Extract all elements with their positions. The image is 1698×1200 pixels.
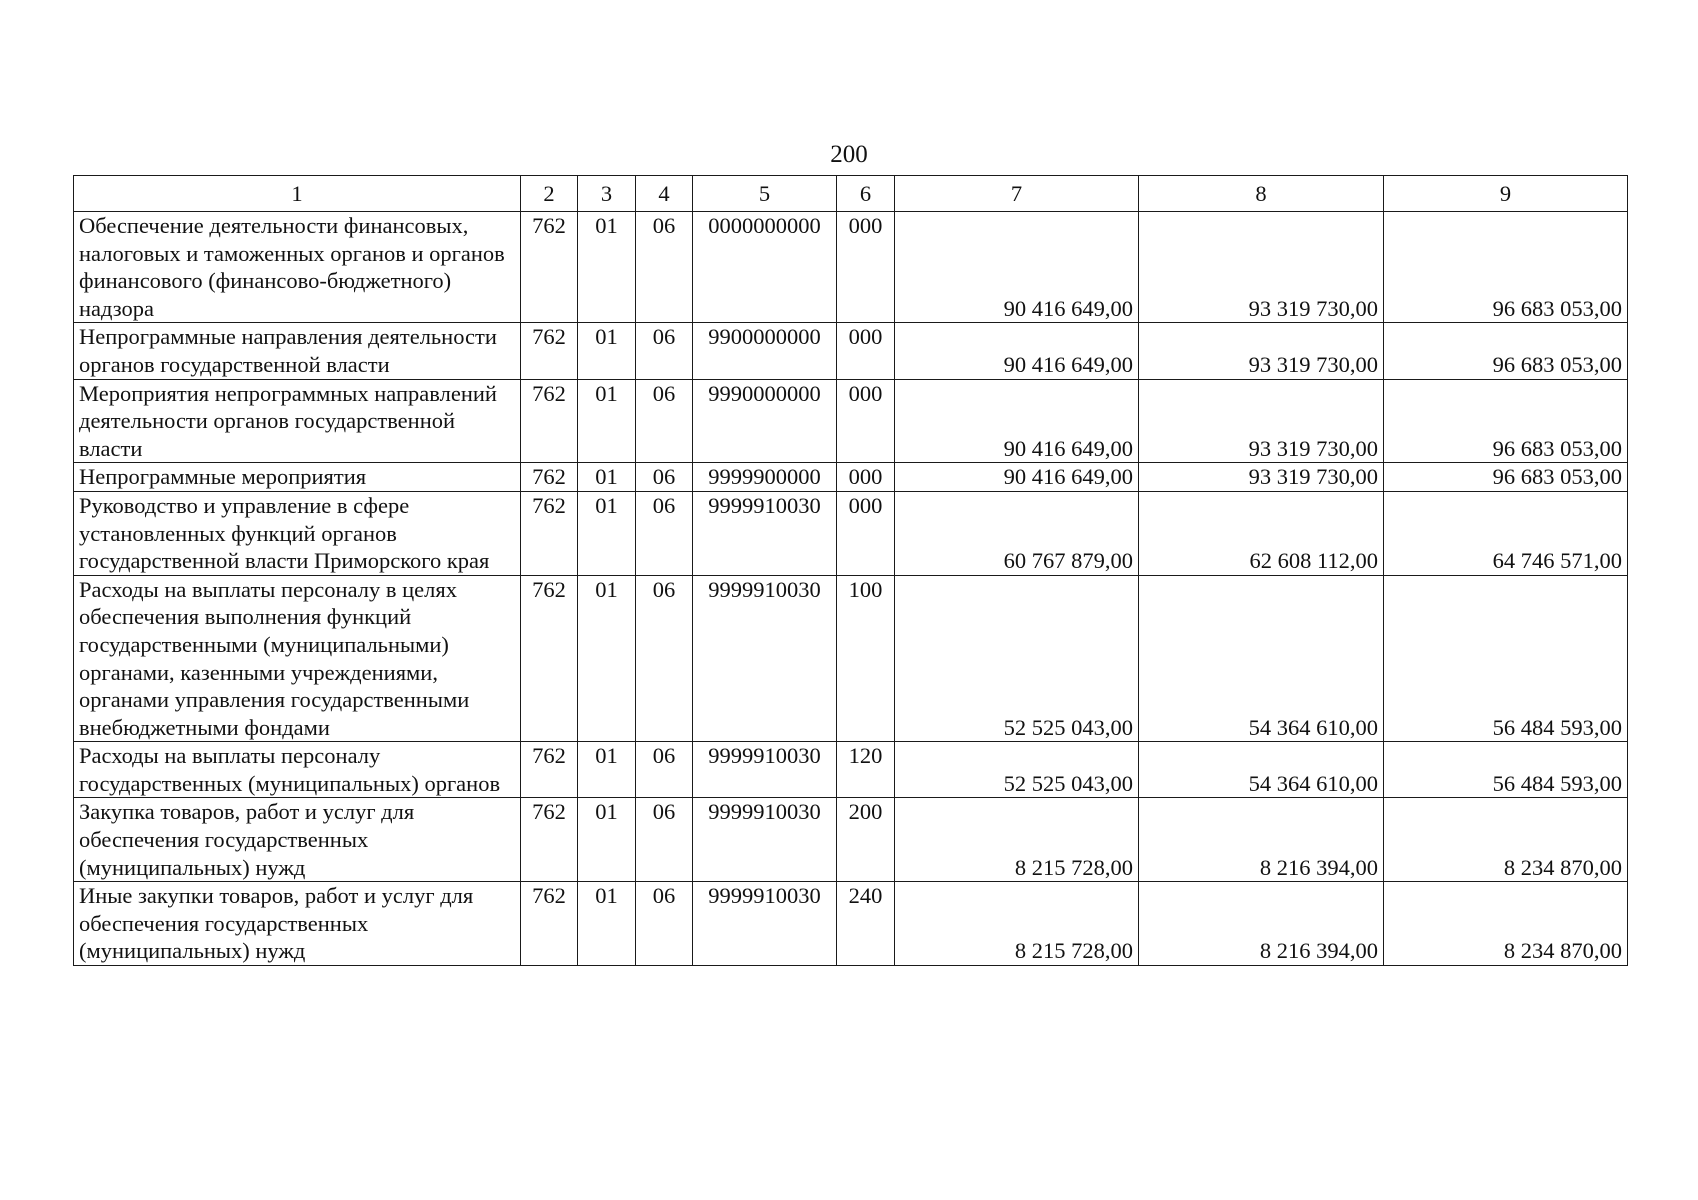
row-name: Непрограммные мероприятия xyxy=(74,463,521,492)
row-code-2: 762 xyxy=(521,742,578,798)
row-amount-7: 90 416 649,00 xyxy=(895,379,1139,463)
table-row xyxy=(74,742,1628,798)
budget-table xyxy=(73,175,1628,966)
row-code-6: 000 xyxy=(837,212,895,323)
row-code-2: 762 xyxy=(521,882,578,966)
header-col-3: 3 xyxy=(578,176,636,212)
row-code-3: 01 xyxy=(578,379,636,463)
row-name: Закупка товаров, работ и услуг для обеспечения государственных (муниципальных) нужд xyxy=(74,798,521,882)
row-code-5: 9999910030 xyxy=(693,882,837,966)
row-code-4: 06 xyxy=(636,798,693,882)
row-amount-9: 8 234 870,00 xyxy=(1384,798,1628,882)
header-col-6: 6 xyxy=(837,176,895,212)
row-code-5: 9900000000 xyxy=(693,323,837,379)
row-amount-9: 96 683 053,00 xyxy=(1384,323,1628,379)
row-amount-8: 93 319 730,00 xyxy=(1139,212,1384,323)
row-code-5: 0000000000 xyxy=(693,212,837,323)
row-code-3: 01 xyxy=(578,798,636,882)
row-amount-7: 90 416 649,00 xyxy=(895,463,1139,492)
row-name: Непрограммные направления деятельности органов государственной власти xyxy=(74,323,521,379)
table-row xyxy=(74,882,1628,966)
header-row xyxy=(74,176,1628,212)
row-code-4: 06 xyxy=(636,491,693,575)
row-code-2: 762 xyxy=(521,798,578,882)
row-amount-7: 52 525 043,00 xyxy=(895,575,1139,742)
row-code-3: 01 xyxy=(578,212,636,323)
row-amount-7: 60 767 879,00 xyxy=(895,491,1139,575)
row-amount-7: 90 416 649,00 xyxy=(895,323,1139,379)
row-code-4: 06 xyxy=(636,212,693,323)
row-name: Руководство и управление в сфере установленных функций органов государственной власти Приморского края xyxy=(74,491,521,575)
header-col-4: 4 xyxy=(636,176,693,212)
row-amount-7: 52 525 043,00 xyxy=(895,742,1139,798)
row-amount-9: 56 484 593,00 xyxy=(1384,742,1628,798)
row-amount-8: 8 216 394,00 xyxy=(1139,798,1384,882)
row-code-6: 000 xyxy=(837,491,895,575)
table-row xyxy=(74,463,1628,492)
row-name: Иные закупки товаров, работ и услуг для обеспечения государственных (муниципальных) нужд xyxy=(74,882,521,966)
row-code-6: 240 xyxy=(837,882,895,966)
row-code-6: 000 xyxy=(837,463,895,492)
row-code-3: 01 xyxy=(578,463,636,492)
row-code-4: 06 xyxy=(636,742,693,798)
row-code-3: 01 xyxy=(578,323,636,379)
table-row xyxy=(74,575,1628,742)
row-code-6: 000 xyxy=(837,323,895,379)
row-code-4: 06 xyxy=(636,323,693,379)
row-amount-8: 8 216 394,00 xyxy=(1139,882,1384,966)
row-amount-8: 54 364 610,00 xyxy=(1139,742,1384,798)
row-code-6: 200 xyxy=(837,798,895,882)
header-col-2: 2 xyxy=(521,176,578,212)
table-row xyxy=(74,379,1628,463)
row-code-3: 01 xyxy=(578,742,636,798)
header-col-5: 5 xyxy=(693,176,837,212)
row-code-3: 01 xyxy=(578,491,636,575)
row-name: Обеспечение деятельности финансовых, налоговых и таможенных органов и органов финансового (финансово-бюджетного) надзора xyxy=(74,212,521,323)
row-amount-7: 90 416 649,00 xyxy=(895,212,1139,323)
table-row xyxy=(74,491,1628,575)
header-col-7: 7 xyxy=(895,176,1139,212)
row-amount-8: 93 319 730,00 xyxy=(1139,323,1384,379)
row-code-5: 9999910030 xyxy=(693,742,837,798)
row-amount-8: 93 319 730,00 xyxy=(1139,463,1384,492)
row-name: Расходы на выплаты персоналу государственных (муниципальных) органов xyxy=(74,742,521,798)
row-amount-9: 96 683 053,00 xyxy=(1384,212,1628,323)
header-col-8: 8 xyxy=(1139,176,1384,212)
row-code-3: 01 xyxy=(578,882,636,966)
row-code-2: 762 xyxy=(521,323,578,379)
row-code-4: 06 xyxy=(636,882,693,966)
row-amount-9: 56 484 593,00 xyxy=(1384,575,1628,742)
row-code-5: 9999910030 xyxy=(693,491,837,575)
row-code-2: 762 xyxy=(521,491,578,575)
row-code-5: 9999910030 xyxy=(693,798,837,882)
row-name: Расходы на выплаты персоналу в целях обеспечения выполнения функций государственными (муниципальными) органами, казенными учреждениями, органами управления государственными внебюджетными фондами xyxy=(74,575,521,742)
row-code-6: 100 xyxy=(837,575,895,742)
row-code-5: 9990000000 xyxy=(693,379,837,463)
row-amount-8: 54 364 610,00 xyxy=(1139,575,1384,742)
row-amount-9: 96 683 053,00 xyxy=(1384,379,1628,463)
row-code-6: 120 xyxy=(837,742,895,798)
row-amount-9: 64 746 571,00 xyxy=(1384,491,1628,575)
row-amount-9: 8 234 870,00 xyxy=(1384,882,1628,966)
row-amount-8: 93 319 730,00 xyxy=(1139,379,1384,463)
table-row xyxy=(74,212,1628,323)
row-amount-8: 62 608 112,00 xyxy=(1139,491,1384,575)
row-code-5: 9999900000 xyxy=(693,463,837,492)
row-amount-9: 96 683 053,00 xyxy=(1384,463,1628,492)
row-code-2: 762 xyxy=(521,212,578,323)
row-code-2: 762 xyxy=(521,379,578,463)
row-amount-7: 8 215 728,00 xyxy=(895,882,1139,966)
row-code-2: 762 xyxy=(521,463,578,492)
table-row xyxy=(74,798,1628,882)
row-code-3: 01 xyxy=(578,575,636,742)
row-code-4: 06 xyxy=(636,463,693,492)
row-amount-7: 8 215 728,00 xyxy=(895,798,1139,882)
row-code-4: 06 xyxy=(636,379,693,463)
page-number: 200 xyxy=(830,141,868,168)
row-code-4: 06 xyxy=(636,575,693,742)
row-name: Мероприятия непрограммных направлений деятельности органов государственной власти xyxy=(74,379,521,463)
header-col-9: 9 xyxy=(1384,176,1628,212)
row-code-2: 762 xyxy=(521,575,578,742)
header-col-1: 1 xyxy=(74,176,521,212)
row-code-6: 000 xyxy=(837,379,895,463)
table-row xyxy=(74,323,1628,379)
row-code-5: 9999910030 xyxy=(693,575,837,742)
